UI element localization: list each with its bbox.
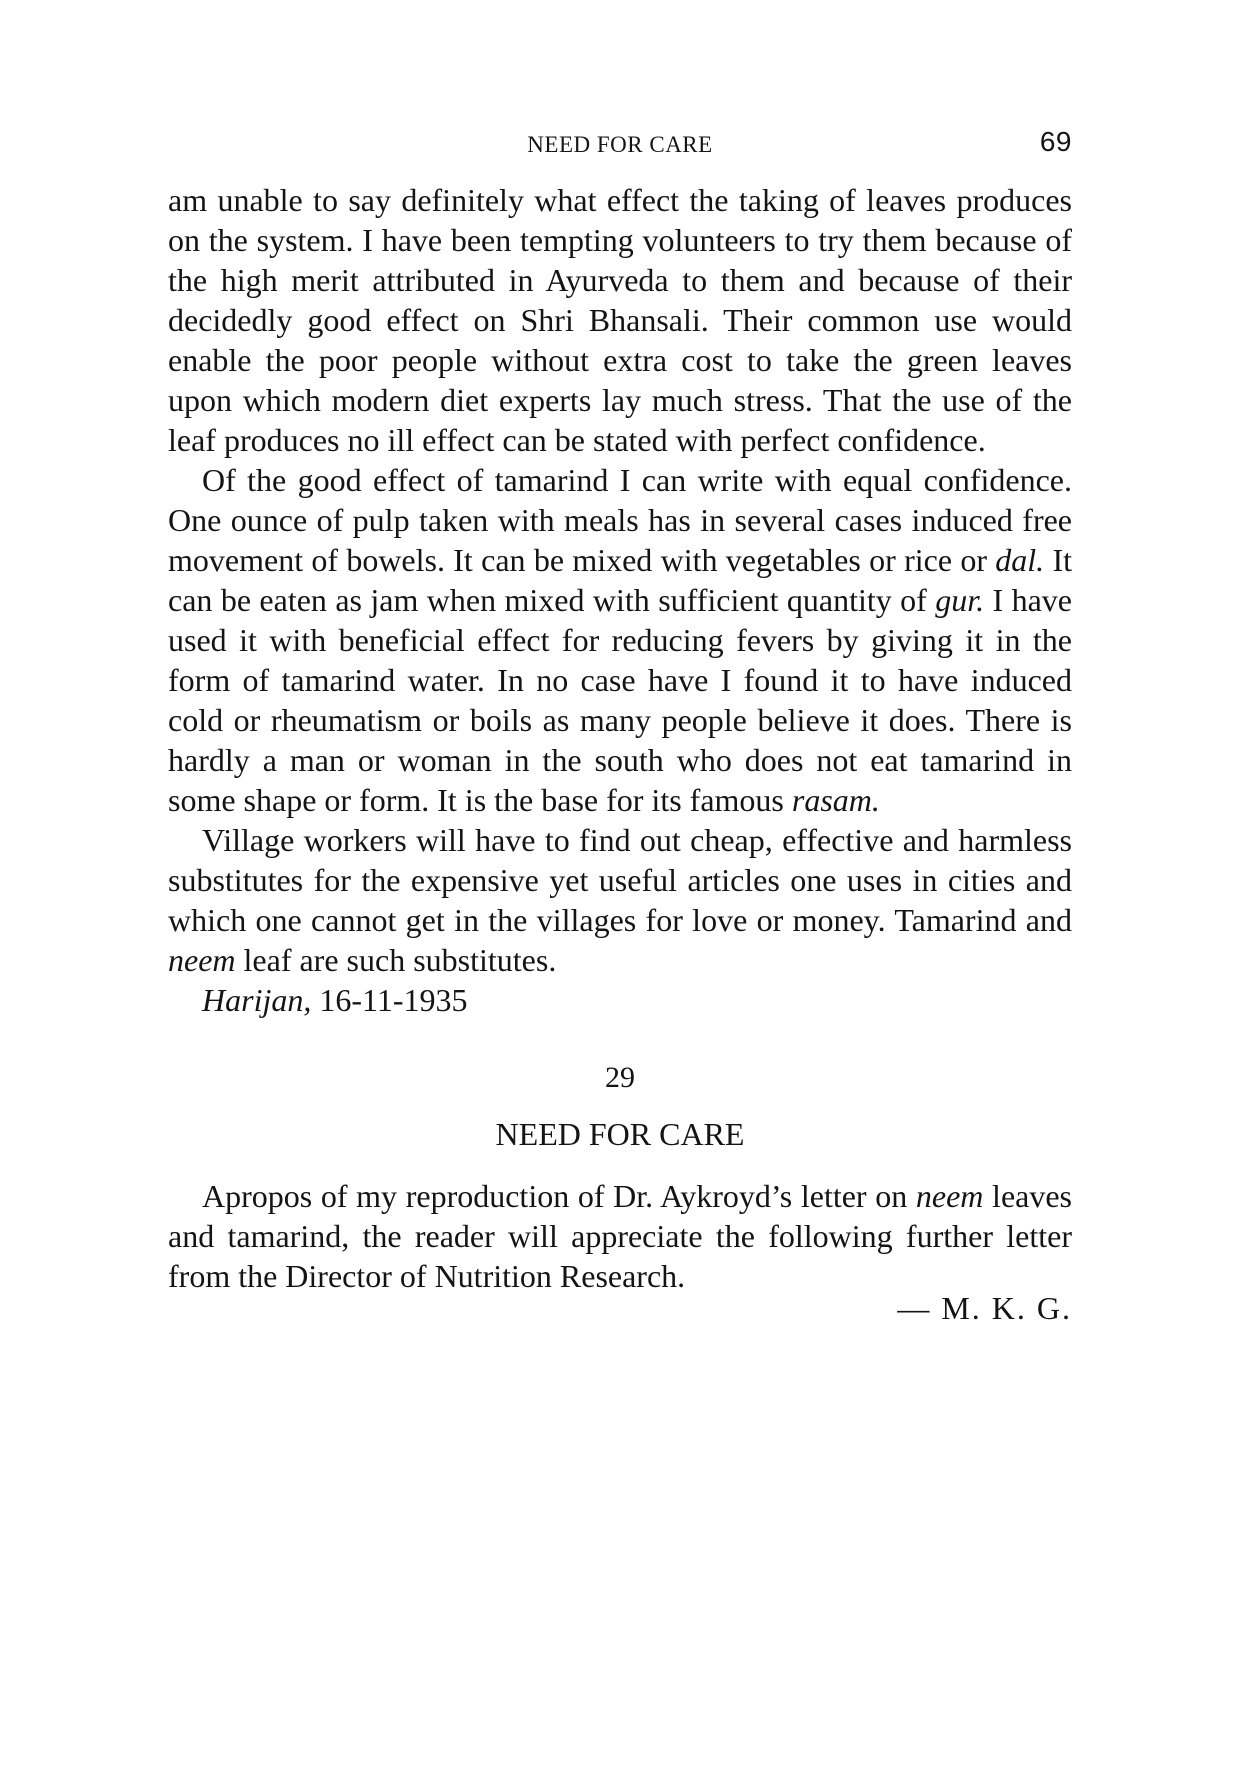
- chapter-number: 29: [605, 1061, 635, 1094]
- term-rasam: rasam.: [791, 782, 880, 818]
- term-neem: neem: [168, 942, 236, 978]
- body-text: [168, 180, 1072, 980]
- chapter-intro: [168, 1176, 1072, 1328]
- source-name: Harijan,: [202, 982, 312, 1018]
- intro-paragraph: [168, 1176, 1072, 1296]
- chapter-title: NEED FOR CARE: [495, 1116, 745, 1152]
- paragraph-substitutes-text-1: Village workers will have to find out cheap, effective and harmless substitutes for the expensive yet useful articles one uses in cities and which one cannot get in the villages for love or money. Tamarind and: [168, 822, 1072, 938]
- paragraph-tamarind: [168, 460, 1072, 820]
- intro-text-1: Apropos of my reproduction of Dr. Aykroyd’s letter on: [202, 1178, 916, 1214]
- paragraph-substitutes-text-2: leaf are such substitutes.: [235, 942, 557, 978]
- paragraph-leaves: am unable to say definitely what effect the taking of leaves produces on the system. I have been tempting volunteers to try them because of the high merit attributed in Ayurveda to them and because of their decidedly good effect on Shri Bhansali. Their common use would enable the poor people without extra cost to take the green leaves upon which modern diet experts lay much stress. That the use of the leaf produces no ill effect can be stated with perfect confidence.: [168, 182, 1072, 458]
- book-page: [168, 126, 1072, 1328]
- intro-term-neem: neem: [915, 1178, 984, 1214]
- page-number: 69: [1039, 126, 1072, 157]
- signature: — M. K. G.: [897, 1290, 1072, 1326]
- source-date: 16-11-1935: [311, 982, 468, 1018]
- running-head: [168, 126, 1072, 166]
- term-gur: gur.: [935, 582, 985, 618]
- intro-text-2: leaves and tamarind, the reader will appreciate the following further letter from the Director of Nutrition Research.: [168, 1178, 1073, 1294]
- paragraph-tamarind-text-2: It can be eaten as jam when mixed with sufficient quantity of: [168, 542, 1073, 618]
- term-dal: dal.: [995, 542, 1045, 578]
- running-head-title: NEED FOR CARE: [527, 132, 713, 157]
- source-citation: [202, 980, 1072, 1020]
- paragraph-tamarind-text-1: Of the good effect of tamarind I can write with equal confidence. One ounce of pulp taken with meals has in several cases induced free movement of bowels. It can be mixed with vegetables or rice or: [168, 462, 1072, 578]
- paragraph-tamarind-text-3: I have used it with beneficial effect for reducing fevers by giving it in the form of tamarind water. In no case have I found it to have induced cold or rheumatism or boils as many people believe it does. There is hardly a man or woman in the south who does not eat tamarind in some shape or form. It is the base for its famous: [168, 582, 1073, 818]
- paragraph-substitutes: [168, 820, 1072, 980]
